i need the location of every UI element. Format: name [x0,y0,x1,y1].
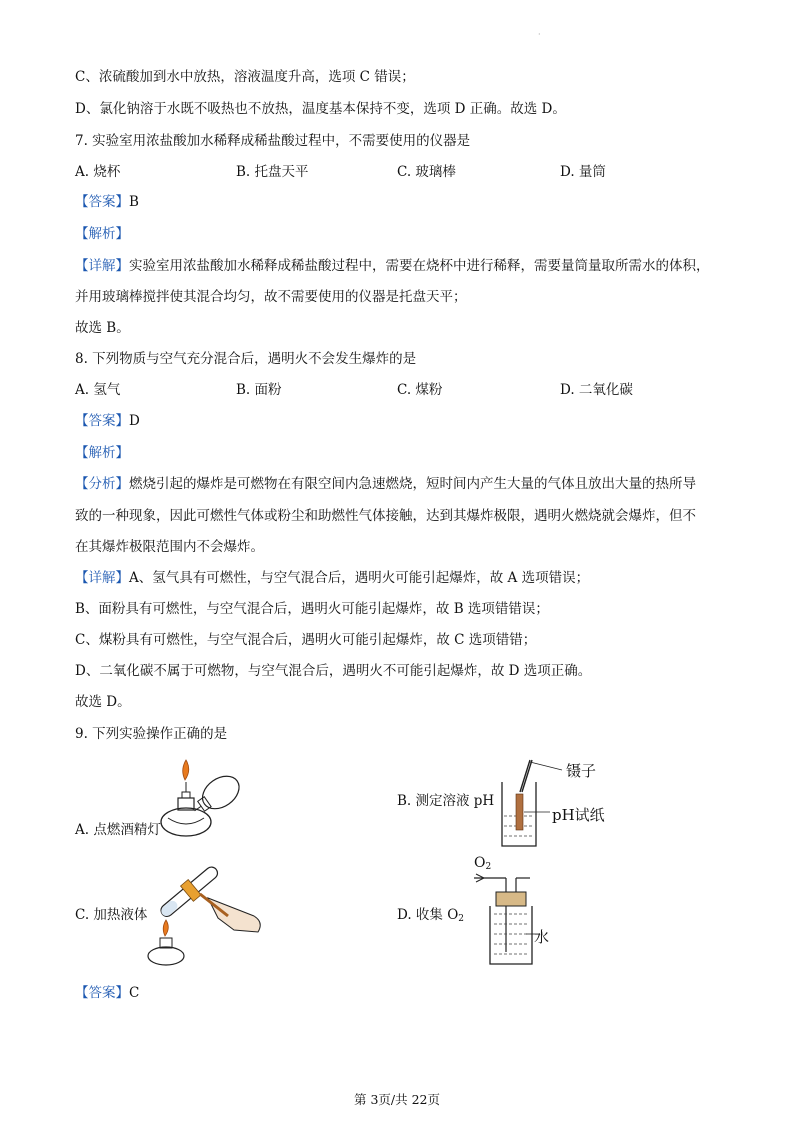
text-line: 在其爆炸极限范围内不会爆炸。 [75,539,264,555]
q7-analysis-tag [75,225,129,243]
q8-detail [75,569,589,587]
q7-option-b: B. 托盘天平 [236,164,309,180]
q9-option-d-text: D. 收集 O [397,907,459,923]
analysis-sub-tag: 【分析】 [75,476,129,492]
q9-answer [75,984,139,1002]
q9-option-d-sub: 2 [458,914,465,924]
q7-option-c: C. 玻璃棒 [397,164,456,180]
o2-label-sub: 2 [485,862,492,872]
text-line: 故选 B。 [75,320,130,336]
q7-option-d: D. 量筒 [560,164,606,180]
answer-value: C [129,985,140,1001]
analysis-text: 燃烧引起的爆炸是可燃物在有限空间内急速燃烧，短时间内产生大量的气体且放出大量的热所导 [129,476,696,492]
q9-option-b: B. 测定溶液 pH [397,793,495,809]
answer-tag: 【答案】 [75,194,129,210]
q8-option-b: B. 面粉 [236,382,282,398]
analysis-tag: 【解析】 [75,445,129,461]
q8-option-c: C. 煤粉 [397,382,443,398]
ph-paper-label: pH试纸 [552,806,605,824]
scan-mark: · [538,30,541,39]
q9-option-d [397,906,464,928]
q8-option-d: D. 二氧化碳 [560,382,633,398]
text-line: 并用玻璃棒搅拌使其混合均匀，故不需要使用的仪器是托盘天平； [75,289,467,305]
text-line: B、面粉具有可燃性，与空气混合后，遇明火可能引起爆炸，故 B 选项错错误； [75,601,549,617]
q8-analysis-tag [75,444,129,462]
q7-detail [75,257,710,275]
q9-option-c: C. 加热液体 [75,907,148,923]
detail-tag: 【详解】 [75,570,129,586]
q8-option-a: A. 氢气 [75,382,121,398]
detail-tag: 【详解】 [75,258,129,274]
detail-text: A、氢气具有可燃性，与空气混合后，遇明火可能引起爆炸，故 A 选项错误； [129,570,590,586]
q9-option-a: A. 点燃酒精灯 [75,822,161,838]
text-line: D、二氧化碳不属于可燃物，与空气混合后，遇明火不可能引起爆炸，故 D 选项正确。 [75,663,592,679]
q8-answer [75,412,140,430]
answer-tag: 【答案】 [75,413,129,429]
q7-option-a: A. 烧杯 [75,164,121,180]
heating-liquid-figure [138,858,268,970]
q8-analysis [75,475,696,493]
question-7: 7. 实验室用浓盐酸加水稀释成稀盐酸过程中，不需要使用的仪器是 [75,133,471,149]
page-footer: 第 3页/共 22页 [353,1092,441,1107]
text-line: 致的一种现象，因此可燃性气体或粉尘和助燃性气体接触，达到其爆炸极限，遇明火燃烧就会爆炸，但不 [75,508,696,524]
text-line: 故选 D。 [75,694,131,710]
text-line: D、氯化钠溶于水既不吸热也不放热，温度基本保持不变，选项 D 正确。故选 D。 [75,101,566,117]
tweezers-label: 镊子 [566,762,597,780]
text-line: C、浓硫酸加到水中放热，溶液温度升高，选项 C 错误； [75,69,415,85]
question-8: 8. 下列物质与空气充分混合后，遇明火不会发生爆炸的是 [75,351,417,367]
water-label: 水 [534,928,550,946]
o2-label-text: O [474,855,486,871]
analysis-tag: 【解析】 [75,226,129,242]
answer-value: B [129,194,139,210]
detail-text: 实验室用浓盐酸加水稀释成稀盐酸过程中，需要在烧杯中进行稀释，需要量筒量取所需水的体积， [129,258,710,274]
answer-value: D [129,413,140,429]
text-line: C、煤粉具有可燃性，与空气混合后，遇明火可能引起爆炸，故 C 选项错错； [75,632,537,648]
q7-answer [75,193,139,211]
question-9: 9. 下列实验操作正确的是 [75,726,228,742]
o2-collection-figure [470,868,570,970]
o2-label [474,854,491,876]
answer-tag: 【答案】 [75,985,129,1001]
alcohol-lamp-lighting-figure [158,752,248,842]
